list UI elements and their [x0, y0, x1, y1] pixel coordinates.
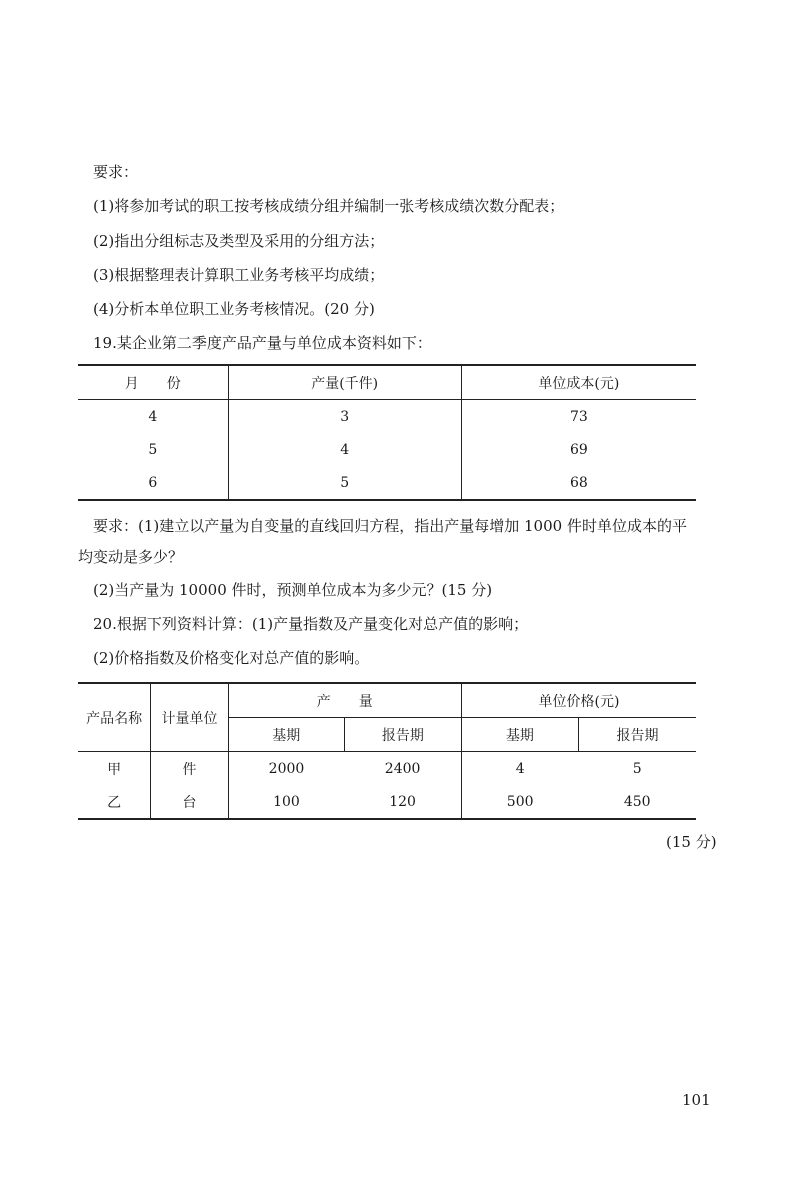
cell-output-base: 2000 — [228, 752, 344, 786]
table-header-row — [78, 683, 696, 718]
requirement-item-3: (3)根据整理表计算职工业务考核平均成绩； — [93, 266, 385, 284]
question-20-title: 20.根据下列资料计算：(1)产量指数及产量变化对总产值的影响； — [93, 615, 529, 633]
price-output-table — [78, 682, 696, 820]
page-number: 101 — [682, 1091, 711, 1109]
header-measure-unit: 计量单位 — [151, 683, 228, 752]
cell-price-report: 5 — [632, 760, 642, 777]
table-row — [78, 400, 696, 434]
header-price-base: 基期 — [461, 718, 578, 752]
cell-output: 5 — [228, 466, 461, 500]
cell-price-report: 450 — [578, 785, 696, 819]
header-product-name: 产品名称 — [78, 683, 151, 752]
cell-output: 3 — [228, 400, 461, 434]
header-output: 产量(千件) — [228, 365, 461, 400]
table-row — [78, 752, 696, 786]
cell-price-base: 500 — [461, 785, 578, 819]
header-output-base: 基期 — [228, 718, 344, 752]
table-row — [78, 785, 696, 819]
question-19-title: 19.某企业第二季度产品产量与单位成本资料如下： — [93, 334, 432, 352]
requirement-item-1: (1)将参加考试的职工按考核成绩分组并编制一张考核成绩次数分配表； — [93, 197, 565, 215]
header-unit-cost: 单位成本(元) — [461, 365, 696, 400]
question-20-line-2: (2)价格指数及价格变化对总产值的影响。 — [93, 649, 370, 667]
cell-unit: 台 — [151, 785, 228, 819]
cell-output-base: 100 — [228, 785, 344, 819]
table-row — [78, 433, 696, 466]
cell-unit-cost: 68 — [461, 466, 696, 500]
requirement-item-4: (4)分析本单位职工业务考核情况。(20 分) — [93, 300, 375, 318]
question-19-requirement-line-2: 均变动是多少？ — [78, 548, 184, 566]
question-19-requirement-line-1: 要求：(1)建立以产量为自变量的直线回归方程，指出产量每增加 1000 件时单位成本的平 — [93, 517, 687, 535]
cell-month: 4 — [148, 408, 158, 425]
cell-unit-cost: 73 — [461, 400, 696, 434]
header-unit-price-group: 单位价格(元) — [461, 683, 696, 718]
question-20-score: (15 分) — [666, 833, 717, 851]
cell-output: 4 — [228, 433, 461, 466]
header-output-group: 产 量 — [228, 683, 461, 718]
requirement-item-2: (2)指出分组标志及类型及采用的分组方法； — [93, 232, 385, 250]
cell-month: 5 — [148, 441, 158, 458]
cell-unit-cost: 69 — [461, 433, 696, 466]
header-output-report: 报告期 — [344, 718, 461, 752]
cell-price-base: 4 — [461, 752, 578, 786]
cell-product: 乙 — [78, 785, 151, 819]
question-19-requirement-line-3: (2)当产量为 10000 件时，预测单位成本为多少元？(15 分) — [93, 581, 493, 599]
cell-product: 甲 — [107, 761, 122, 778]
production-cost-table — [78, 364, 696, 501]
cell-unit: 件 — [151, 752, 228, 786]
cell-output-report: 120 — [344, 785, 461, 819]
header-price-report: 报告期 — [578, 718, 696, 752]
cell-month: 6 — [78, 466, 228, 500]
table-header-row — [78, 365, 696, 400]
cell-output-report: 2400 — [384, 760, 421, 777]
table-row — [78, 466, 696, 500]
requirements-heading: 要求： — [93, 163, 139, 181]
header-month: 月 份 — [78, 365, 228, 400]
